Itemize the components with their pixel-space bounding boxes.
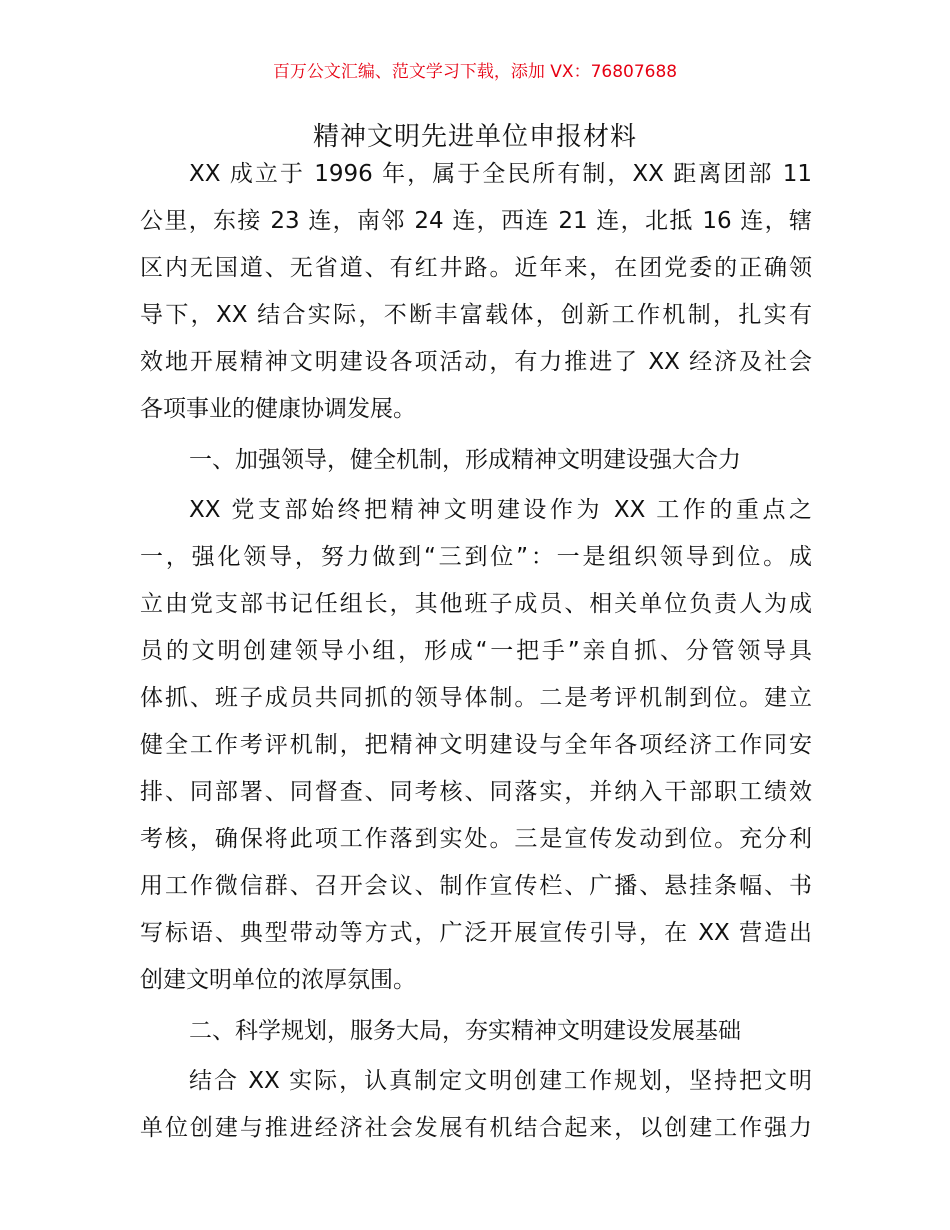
paragraph-line: 单位创建与推进经济社会发展有机结合起来，以创建工作强力 (140, 1115, 812, 1141)
paragraph-line: 考核，确保将此项工作落到实处。三是宣传发动到位。充分利 (140, 826, 812, 852)
paragraph-line: XX 成立于 1996 年，属于全民所有制，XX 距离团部 11 (189, 161, 812, 187)
paragraph-line: 区内无国道、无省道、有红井路。近年来，在团党委的正确领 (140, 255, 812, 281)
paragraph-line: 公里，东接 23 连，南邻 24 连，西连 21 连，北抵 16 连，辖 (140, 208, 812, 234)
paragraph-line: 健全工作考评机制，把精神文明建设与全年各项经济工作同安 (140, 732, 812, 758)
paragraph-line: 写标语、典型带动等方式，广泛开展宣传引导，在 XX 营造出 (140, 920, 812, 946)
paragraph-line: 立由党支部书记任组长，其他班子成员、相关单位负责人为成 (140, 591, 812, 617)
paragraph-line: 各项事业的健康协调发展。 (140, 396, 416, 422)
paragraph-line: 员的文明创建领导小组，形成“一把手”亲自抓、分管领导具 (140, 638, 812, 664)
paragraph-line: 体抓、班子成员共同抓的领导体制。二是考评机制到位。建立 (140, 685, 812, 711)
paragraph-line: 结合 XX 实际，认真制定文明创建工作规划，坚持把文明 (189, 1068, 812, 1094)
paragraph-line: 创建文明单位的浓厚氛围。 (140, 967, 416, 993)
document-title: 精神文明先进单位申报材料 (312, 122, 637, 152)
section-heading: 二、科学规划，服务大局，夯实精神文明建设发展基础 (189, 1018, 741, 1044)
section-heading: 一、加强领导，健全机制，形成精神文明建设强大合力 (189, 447, 741, 473)
paragraph-line: 一，强化领导，努力做到“三到位”：一是组织领导到位。成 (140, 544, 812, 570)
paragraph-line: 排、同部署、同督查、同考核、同落实，并纳入干部职工绩效 (140, 779, 812, 805)
paragraph-line: 用工作微信群、召开会议、制作宣传栏、广播、悬挂条幅、书 (140, 873, 812, 899)
paragraph-line: 导下，XX 结合实际，不断丰富载体，创新工作机制，扎实有 (140, 302, 812, 328)
paragraph-line: XX 党支部始终把精神文明建设作为 XX 工作的重点之 (189, 497, 812, 523)
paragraph-line: 效地开展精神文明建设各项活动，有力推进了 XX 经济及社会 (140, 349, 812, 375)
watermark-header: 百万公文汇编、范文学习下载，添加 VX：76807688 (272, 62, 678, 82)
